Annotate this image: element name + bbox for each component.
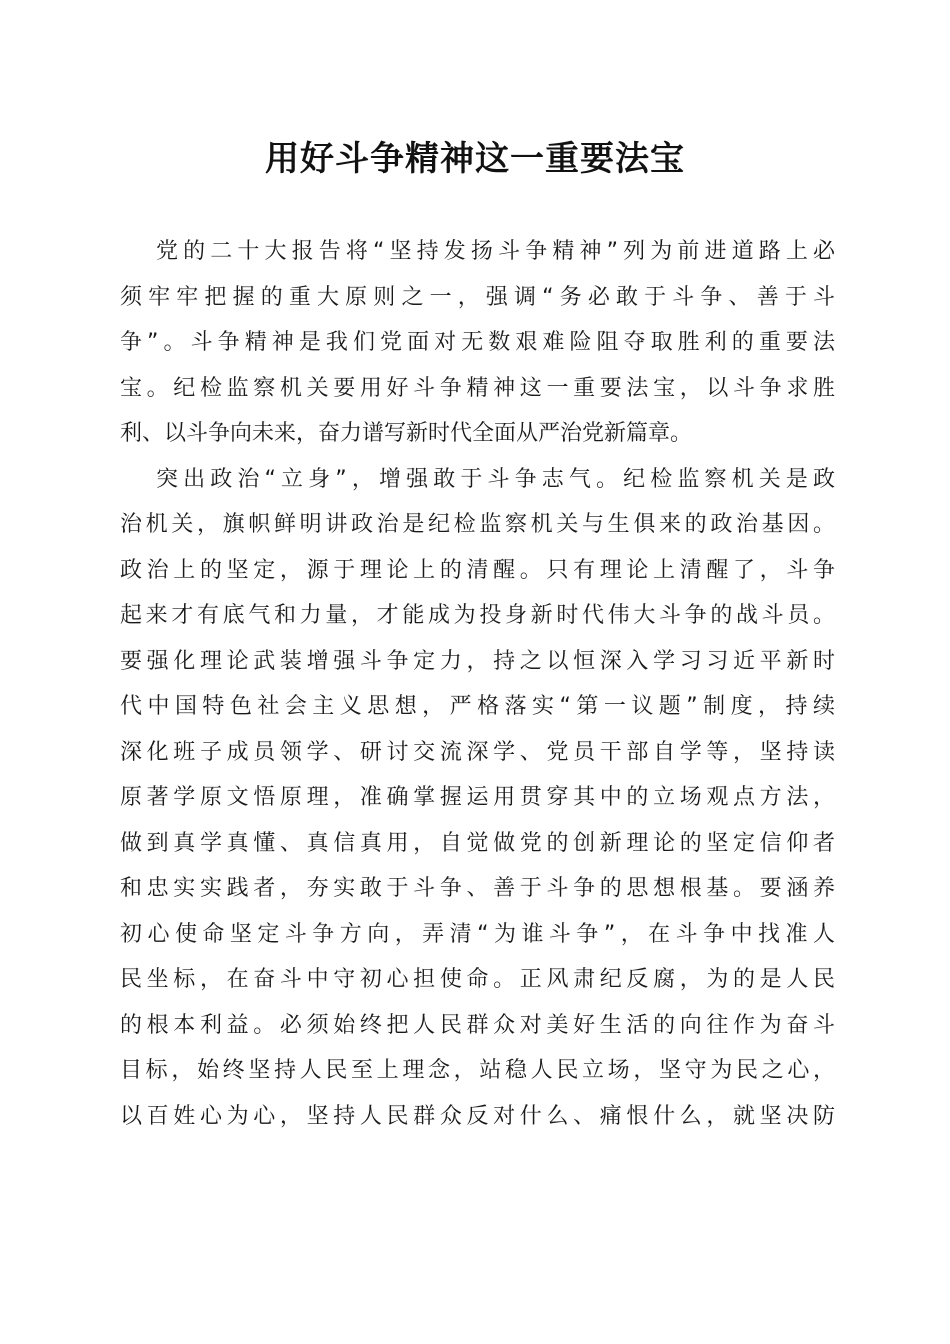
paragraph-2-line-6: 代中国特色社会主义思想，严格落实“第一议题”制度，持续: [120, 694, 835, 719]
paragraph-1-line-5: 利、以斗争向未来，奋力谱写新时代全面从严治党新篇章。: [120, 421, 693, 446]
paragraph-1-line-2: 须牢牢把握的重大原则之一，强调“务必敢于斗争、善于斗: [120, 284, 835, 310]
document-title: 用好斗争精神这一重要法宝: [265, 139, 685, 179]
paragraph-2-line-2: 治机关，旗帜鲜明讲政治是纪检监察机关与生俱来的政治基因。: [120, 512, 835, 537]
paragraph-1-line-3: 争”。斗争精神是我们党面对无数艰难险阻夺取胜利的重要法: [120, 330, 835, 355]
paragraph-2-line-1: 突出政治“立身”，增强敢于斗争志气。纪检监察机关是政: [156, 466, 835, 492]
document-body: [120, 229, 835, 1139]
paragraph-2-line-5: 要强化理论武装增强斗争定力，持之以恒深入学习习近平新时: [120, 648, 835, 674]
paragraph-2-line-12: 民坐标，在奋斗中守初心担使命。正风肃纪反腐，为的是人民: [120, 967, 835, 992]
paragraph-2-line-3: 政治上的坚定，源于理论上的清醒。只有理论上清醒了，斗争: [120, 557, 835, 583]
paragraph-2-line-11: 初心使命坚定斗争方向，弄清“为谁斗争”，在斗争中找准人: [120, 921, 835, 947]
paragraph-2-line-10: 和忠实实践者，夯实敢于斗争、善于斗争的思想根基。要涵养: [120, 876, 835, 901]
paragraph-2-line-15: 以百姓心为心，坚持人民群众反对什么、痛恨什么，就坚决防: [120, 1103, 835, 1129]
paragraph-2-line-9: 做到真学真懂、真信真用，自觉做党的创新理论的坚定信仰者: [120, 830, 835, 856]
paragraph-2-line-13: 的根本利益。必须始终把人民群众对美好生活的向往作为奋斗: [120, 1012, 835, 1038]
paragraph-2-line-8: 原著学原文悟原理，准确掌握运用贯穿其中的立场观点方法，: [120, 785, 835, 810]
paragraph-2-line-14: 目标，始终坚持人民至上理念，站稳人民立场，坚守为民之心，: [120, 1058, 835, 1083]
paragraph-1-line-4: 宝。纪检监察机关要用好斗争精神这一重要法宝，以斗争求胜: [120, 375, 835, 401]
paragraph-2-line-7: 深化班子成员领学、研讨交流深学、党员干部自学等，坚持读: [120, 739, 835, 765]
paragraph-1-line-1: 党的二十大报告将“坚持发扬斗争精神”列为前进道路上必: [156, 239, 835, 264]
paragraph-2-line-4: 起来才有底气和力量，才能成为投身新时代伟大斗争的战斗员。: [120, 603, 835, 628]
